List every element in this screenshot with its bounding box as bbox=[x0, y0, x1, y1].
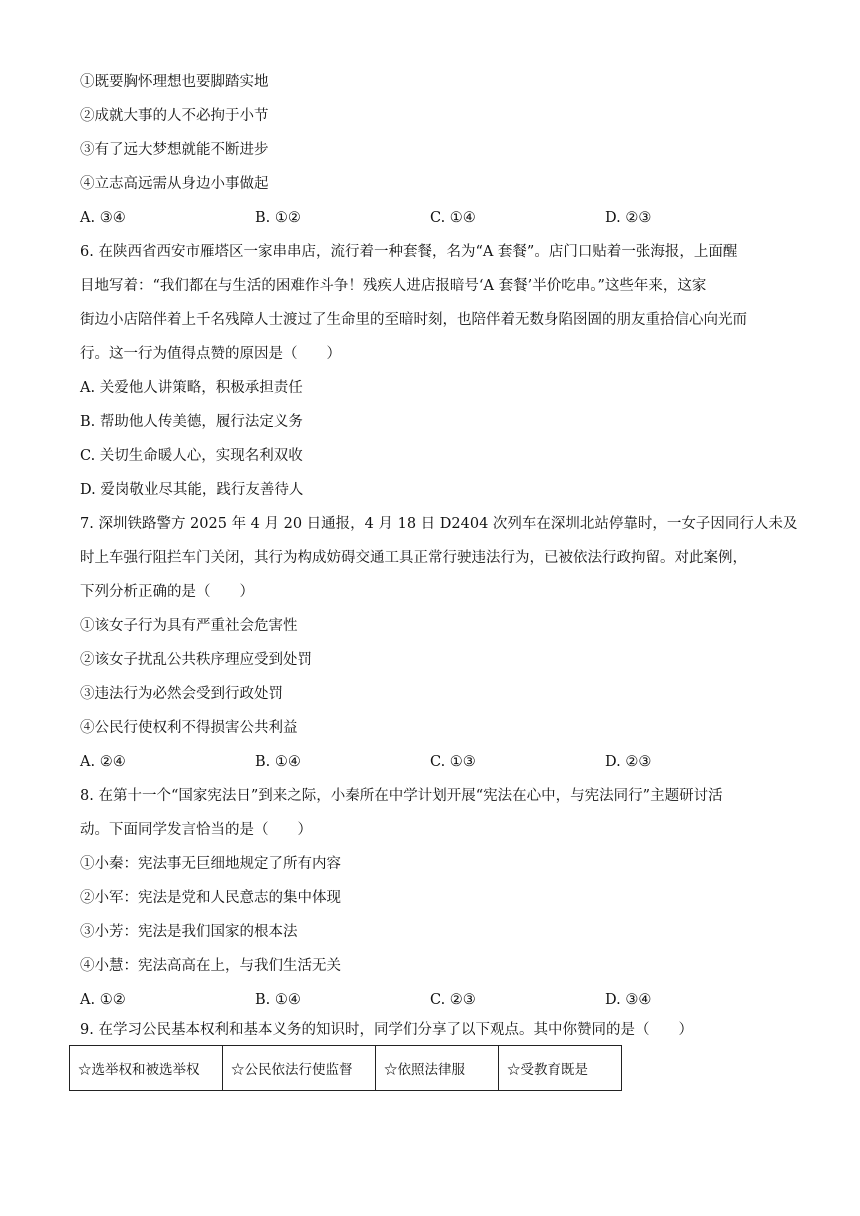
q5-statement-2: ②成就大事的人不必拘于小节 bbox=[80, 108, 269, 124]
q8-option-a: A. ①② bbox=[80, 992, 126, 1008]
table-row bbox=[70, 1046, 622, 1091]
q9-stem: 9. 在学习公民基本权利和基本义务的知识时，同学们分享了以下观点。其中你赞同的是（ ） bbox=[80, 1022, 693, 1038]
q7-option-a: A. ②④ bbox=[80, 754, 126, 770]
q7-option-b: B. ①④ bbox=[255, 754, 301, 770]
q6-option-c: C. 关切生命暖人心，实现名利双收 bbox=[80, 448, 303, 464]
q5-option-c: C. ①④ bbox=[430, 210, 476, 226]
q5-option-d: D. ②③ bbox=[605, 210, 652, 226]
q6-option-a: A. 关爱他人讲策略，积极承担责任 bbox=[80, 380, 303, 396]
q5-statement-3: ③有了远大梦想就能不断进步 bbox=[80, 142, 269, 158]
q9-viewpoints-table bbox=[69, 1045, 622, 1091]
q7-statement-3: ③违法行为必然会受到行政处罚 bbox=[80, 686, 283, 702]
q6-stem-line-4: 行。这一行为值得点赞的原因是（ ） bbox=[80, 346, 341, 362]
table-cell: ☆公民依法行使监督 bbox=[223, 1046, 376, 1091]
q7-stem-line-1: 7. 深圳铁路警方 2025 年 4 月 20 日通报，4 月 18 日 D2404 次列车在深圳北站停靠时，一女子因同行人未及 bbox=[80, 516, 798, 532]
table-cell: ☆受教育既是 bbox=[499, 1046, 622, 1091]
q5-option-a: A. ③④ bbox=[80, 210, 126, 226]
q6-stem-line-3: 街边小店陪伴着上千名残障人士渡过了生命里的至暗时刻，也陪伴着无数身陷囹圄的朋友重拾信心向光而 bbox=[80, 312, 747, 328]
q8-statement-3: ③小芳：宪法是我们国家的根本法 bbox=[80, 924, 298, 940]
q8-statement-2: ②小军：宪法是党和人民意志的集中体现 bbox=[80, 890, 341, 906]
q7-stem-line-3: 下列分析正确的是（ ） bbox=[80, 584, 254, 600]
q5-statement-1: ①既要胸怀理想也要脚踏实地 bbox=[80, 74, 269, 90]
q8-statement-1: ①小秦：宪法事无巨细地规定了所有内容 bbox=[80, 856, 341, 872]
q8-stem-line-1: 8. 在第十一个“国家宪法日”到来之际，小秦所在中学计划开展“宪法在心中，与宪法同行”主题研讨活 bbox=[80, 788, 723, 804]
q7-statement-4: ④公民行使权利不得损害公共利益 bbox=[80, 720, 298, 736]
q5-option-b: B. ①② bbox=[255, 210, 301, 226]
q7-statement-2: ②该女子扰乱公共秩序理应受到处罚 bbox=[80, 652, 312, 668]
q7-statement-1: ①该女子行为具有严重社会危害性 bbox=[80, 618, 298, 634]
q8-option-b: B. ①④ bbox=[255, 992, 301, 1008]
q8-option-c: C. ②③ bbox=[430, 992, 476, 1008]
q6-option-d: D. 爱岗敬业尽其能，践行友善待人 bbox=[80, 482, 304, 498]
q6-stem-line-2: 目地写着：“我们都在与生活的困难作斗争！残疾人进店报暗号‘A 套餐’半价吃串。”这些年来，这家 bbox=[80, 278, 707, 294]
q8-statement-4: ④小慧：宪法高高在上，与我们生活无关 bbox=[80, 958, 341, 974]
q7-option-d: D. ②③ bbox=[605, 754, 652, 770]
q5-statement-4: ④立志高远需从身边小事做起 bbox=[80, 176, 269, 192]
table-cell: ☆依照法律服 bbox=[376, 1046, 499, 1091]
q7-stem-line-2: 时上车强行阻拦车门关闭，其行为构成妨碍交通工具正常行驶违法行为，已被依法行政拘留。对此案例， bbox=[80, 550, 747, 566]
q8-stem-line-2: 动。下面同学发言恰当的是（ ） bbox=[80, 822, 312, 838]
q6-stem-line-1: 6. 在陕西省西安市雁塔区一家串串店，流行着一种套餐，名为“A 套餐”。店门口贴着一张海报，上面醒 bbox=[80, 244, 738, 260]
q8-option-d: D. ③④ bbox=[605, 992, 652, 1008]
table-cell: ☆选举权和被选举权 bbox=[70, 1046, 223, 1091]
q7-option-c: C. ①③ bbox=[430, 754, 476, 770]
q6-option-b: B. 帮助他人传美德，履行法定义务 bbox=[80, 414, 303, 430]
